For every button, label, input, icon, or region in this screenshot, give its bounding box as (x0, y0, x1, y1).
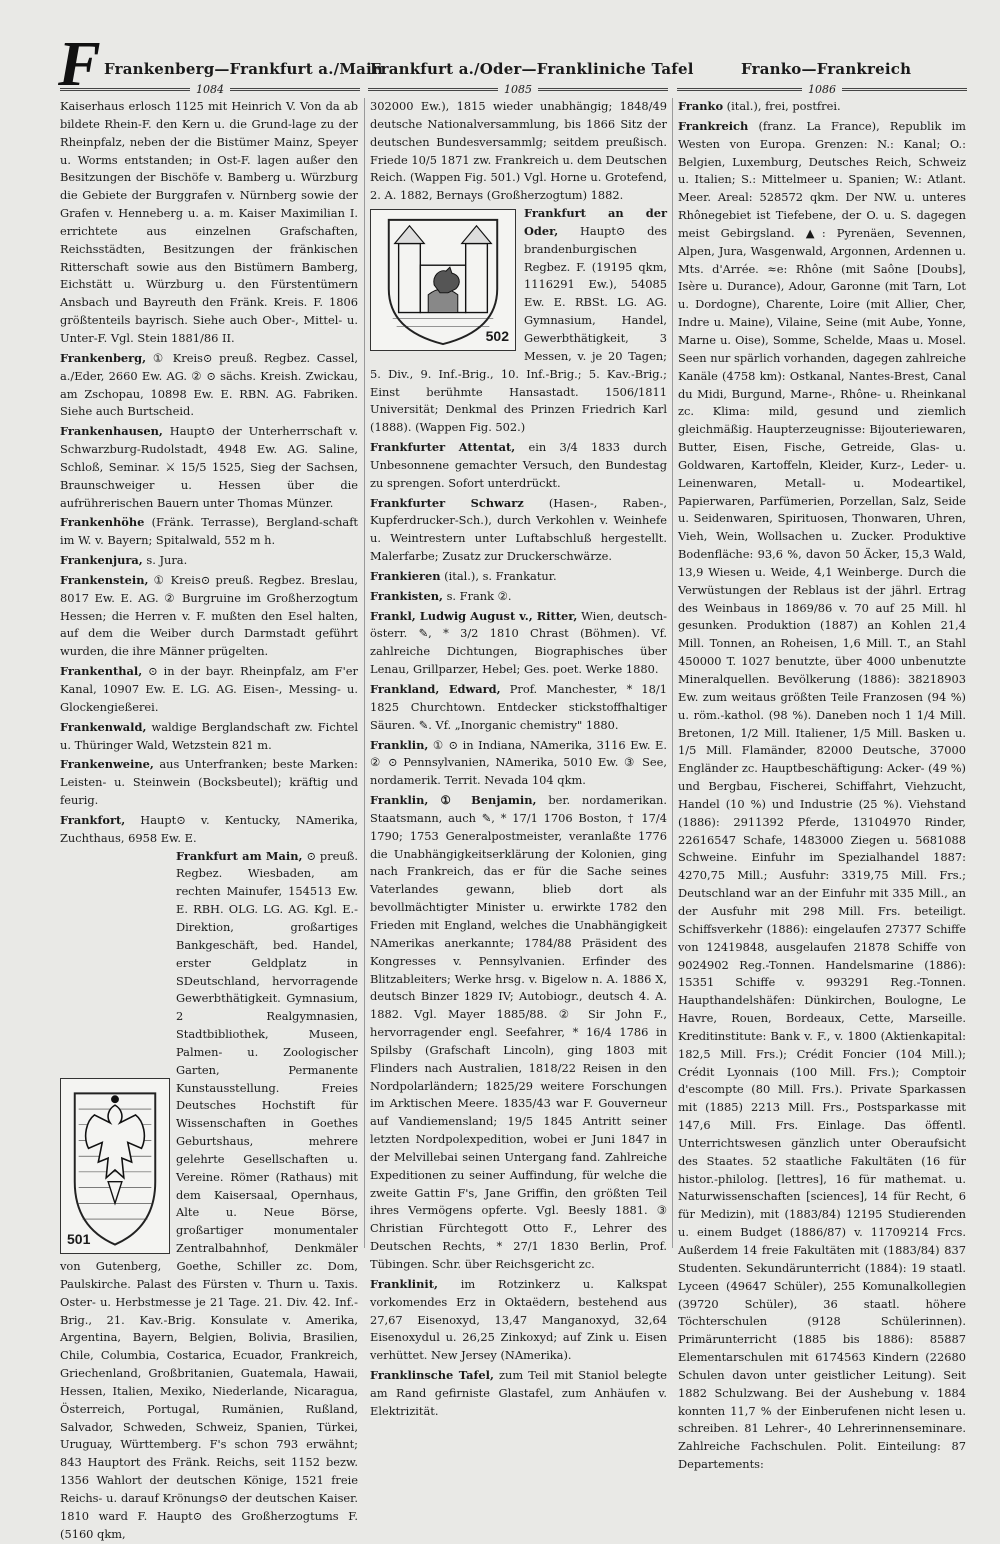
entry (60, 572, 358, 661)
entry-text: aus Unterfranken; beste Marken: Leisten- u. Steinwein (Bocksbeutel); kräftig und feurig. (60, 757, 358, 808)
entry (370, 98, 667, 205)
entry-headword: Frankfort, (60, 812, 126, 827)
page-number-row-1 (60, 82, 360, 96)
entry-text: Prof. Manchester, * 18/1 1825 Churchtown. Entdecker stickstoffhaltiger Säuren. ✎. Vf. „Inorganic chemistry" 1880. (370, 682, 668, 732)
entry-headword: Franklinsche Tafel, (370, 1368, 494, 1383)
page-number: 1084 (196, 82, 224, 96)
entry (678, 118, 966, 1474)
entry-text: ⊙ preuß. Regbez. Wiesbaden, am rechten Mainufer, 154513 Ew. E. RBH. OLG. LG. AG. Kgl. E.-Direktion, großartiges Bankgeschäft, bed. Handel, erster Geldplatz in SDeutschland, hervorragende Gewerbthätigkeit. Gymnasium, 2 Realgymnasien, Stadtbibliothek, Museen, Palmen- u. Zoologischer Garten, Permanente Kunstausstellung. Freies Deutsches Hochstift für Wissenschaften in Goethes Geburtshaus, mehrere gelehrte Gesellschaften u. Vereine. Römer (Rathaus) mit dem Kaisersaal, Opernhaus, Alte u. Neue Börse, großartiger monumentaler Zentralbahnhof, Denkmäler von Gutenberg, Goethe, Schiller zc. Dom, Paulskirche. Palast des Fürsten v. Thurn u. Taxis. Oster- u. Herbstmesse je 21 Tage. 21. Div. 42. Inf.-Brig., 21. Kav.-Brig. Konsulate v. Amerika, Argentina, Bayern, Belgien, Bolivia, Brasilien, Chile, Columbia, Costarica, Ecuador, Frankreich, Griechenland, Großbritanien, Guatemala, Hawaii, Hessen, Italien, Mexiko, Niederlande, Nicaragua, Österreich, Portugal, Rumänien, Rußland, Salvador, Schweden, Schweiz, Spanien, Türkei, Uruguay, Württemberg. F's schon 793 erwähnt; 843 Hauptort des Fränk. Reichs, seit 1152 bezw. 1356 Wahlort der deutschen Könige, 1521 freie Reichs- u. darauf Krönungs⊙ der deutschen Kaiser. 1810 ward F. Haupt⊙ des Großherzogtums F. (5160 qkm, (60, 848, 358, 1541)
entry-text: Wien, deutsch-österr. ✎, * 3/2 1810 Chrast (Böhmen). Vf. zahlreiche Dichtungen, Biographisches über Lenau, Grillparzer, Hebel; Ges. poet. Werke 1880. (370, 608, 668, 677)
entry-headword: Franklin, ① Benjamin, (370, 793, 537, 808)
running-head-right: Franko—Frankreich (741, 60, 912, 78)
entry-headword: Frankland, Edward, (370, 682, 501, 696)
entry-text: Haupt⊙ der Unterherrschaft v. Schwarzburg-Rudolstadt, 4948 Ew. AG. Saline, Schloß, Seminar. ⚔ 15/5 1525, Sieg der Sachsen, Braunschweiger u. Hessen über die aufrührerischen Bauern unter Thomas Münzer. (60, 424, 359, 510)
double-rule (677, 88, 802, 91)
figure-number: 502 (485, 328, 509, 345)
entry-text: ① Kreis⊙ preuß. Regbez. Breslau, 8017 Ew. E. AG. ② Burgruine im Großherzogtum Hessen; die Herren v. F. mußten den Esel halten, auf dem die Weiber durch Darmstadt geführt wurden, die ihre Männer prügelten. (60, 572, 358, 659)
entry-headword: Franklinit, (370, 1276, 438, 1291)
entry-text: im Rotzinkerz u. Kalkspat vorkomendes Erz in Oktaëdern, bestehend aus 27,67 Eisenoxyd, 13,47 Manganoxyd, 32,64 Eisenoxydul u. 26,25 Zinkoxyd; auf Zink u. Eisen verhüttet. New Jersey (NAmerika). (370, 1276, 667, 1363)
page-number-row-3 (677, 82, 967, 96)
entry-headword: Frankieren (370, 568, 441, 583)
running-head-middle: Frankfurt a./Oder—Frankliniche Tafel (370, 60, 694, 78)
entry-text: Kaiserhaus erlosch 1125 mit Heinrich V. Von da ab bildete Rhein-F. den Kern u. die Grund-lage zu der Rheinpfalz, neben der die Bistümer Mainz, Speyer u. Worms entstanden; in Ost-F. lagen außer den Besitzungen der Bischöfe v. Bamberg u. Würzburg die Gebiete der Burggrafen v. Nürnberg sowie der Grafen v. Henneberg u. a. m. Kaiser Maximilian I. errichtete aus einzelnen Grafschaften, Reichsstädten, Besitzungen der fränkischen Ritterschaft sowie aus den Bistümern Bamberg, Eichstätt u. Würzburg u. den Fürstentümern Ansbach und Bayreuth den Fränk. Kreis. F. 1806 größtenteils bayrisch. Siehe auch Ober-, Mittel- u. Unter-F. Vgl. Stein 1881/86 II. (60, 99, 358, 345)
entry-headword: Frankfurt an der Oder, (524, 206, 667, 238)
entry-headword: Frankenjura, (60, 553, 143, 568)
entry-text: (Hasen-, Raben-, Kupferdrucker-Sch.), durch Verkohlen v. Weinhefe u. Weintrestern unter Luftabschluß hergestellt. Malerfarbe; Zusatz zur Druckerschwärze. (370, 495, 668, 564)
entry (370, 681, 667, 735)
entry-text: s. Jura. (146, 553, 188, 568)
entry (678, 98, 966, 116)
entry-text: 302000 Ew.), 1815 wieder unabhängig; 1848/49 deutsche Nationalversammlung, bis 1866 Sitz der deutschen Bundesversammlg; seitdem preußisch. Friede 10/5 1871 zw. Frankreich u. dem Deutschen Reich. (Wappen Fig. 501.) Vgl. Horne u. Grotefend, 2. A. 1882, Bernays (Großherzogtum) 1882. (370, 99, 667, 203)
entry-text: Haupt⊙ v. Kentucky, NAmerika, Zuchthaus, 6958 Ew. E. (60, 812, 358, 845)
entry-headword: Frankenweine, (60, 757, 154, 772)
entry (60, 514, 358, 550)
entry-text: Haupt⊙ des brandenburgischen Regbez. F. (19195 qkm, 1116291 Ew.), 54085 Ew. E. RBSt. LG. AG. Gymnasium, Handel, Gewerbthätigkeit, 3 Messen, v. je 20 Tagen; 5. Div., 9. Inf.-Brig., 10. Inf.-Brig.; 5. Kav.-Brig.; Einst berühmte Hansastadt. 1506/1811 Universität; Denkmal des Prinzen Friedrich Karl (1888). (Wappen Fig. 502.) (370, 223, 667, 435)
entry-headword: Frankenhöhe (60, 515, 145, 530)
entry-headword: Franko (678, 99, 724, 113)
entry (370, 439, 667, 493)
entry (370, 588, 667, 606)
entry-headword: Frankfurt am Main, (176, 848, 303, 863)
entry-headword: Frankenhausen, (60, 424, 163, 439)
entry (60, 812, 358, 848)
double-rule (842, 88, 967, 91)
column-2 (370, 98, 668, 1418)
figure-number: 501 (67, 1230, 91, 1247)
entry-text: zum Teil mit Staniol belegte am Rand gefirniste Glastafel, zum Anhäufen v. Elektrizität. (370, 1368, 667, 1418)
entry-headword: Frankenwald, (60, 719, 147, 734)
entry-headword: Frankenstein, (60, 572, 149, 587)
entry-headword: Franklin, (370, 737, 429, 752)
entry (370, 1276, 667, 1365)
coat-of-arms-frankfurt-oder (370, 209, 516, 351)
entry-text: ① Kreis⊙ preuß. Regbez. Cassel, a./Eder, 2660 Ew. AG. ② ⊙ sächs. Kreish. Zwickau, am Zschopau, 10898 Ew. E. RBN. AG. Fabriken. Siehe auch Burtscheid. (60, 350, 359, 419)
entry-text: (Fränk. Terrasse), Bergland-schaft im W. v. Bayern; Spitalwald, 552 m h. (60, 515, 359, 548)
entry (60, 719, 358, 755)
entry-headword: Frankisten, (370, 588, 443, 603)
entry (60, 98, 358, 348)
page-number-row-2 (368, 82, 668, 96)
entry-text: (ital.), s. Frankatur. (444, 568, 557, 583)
entry-text: waldige Berglandschaft zw. Fichtel u. Thüringer Wald, Wetzstein 821 m. (60, 719, 358, 752)
column-3 (678, 98, 966, 1472)
entry-headword: Frankfurter Schwarz (370, 495, 524, 510)
entry (370, 495, 667, 566)
page-number: 1085 (504, 82, 532, 96)
entry (60, 350, 358, 421)
column-divider (364, 98, 365, 1248)
double-rule (538, 88, 668, 91)
section-letter: F (58, 28, 101, 99)
entry (370, 792, 667, 1274)
eagle-crest-icon (61, 1079, 169, 1253)
column-1 (60, 98, 359, 1541)
entry (370, 1367, 667, 1421)
entry-headword: Frankfurter Attentat, (370, 440, 516, 455)
entry-headword: Frankl, Ludwig August v., Ritter, (370, 608, 578, 623)
entry-text: (franz. La France), Republik im Westen von Europa. Grenzen: N.: Kanal; O.: Belgien, Luxemburg, Deutsches Reich, Schweiz u. Italien; S.: Mittelmeer u. Spanien; W.: Atlant. Meer. Areal: 528572 qkm. Der NW. u. unteres Rhônegebiet ist Tiefebene, der O. u. S. dagegen meist Gebirgsland. ▲: Pyrenäen, Sevennen, Alpen, Jura, Wasgenwald, Argonnen, Ardennen u. Mts. d'Arrée. ≈e: Rhône (mit Saône [Doubs], Isère u. Durance), Adour, Garonne (mit Tarn, Lot u. Dordogne), Charente, Loire (mit Allier, Cher, Indre u. Maine), Vilaine, Seine (mit Aube, Yonne, Marne u. Oise), Somme, Schelde, Maas u. Mosel. Seen nur spärlich vorhanden, dagegen zahlreiche Kanäle (4758 km): Ostkanal, Nantes-Brest, Canal du Midi, Burgund, Marne-, Rhône- u. Rheinkanal zc. Klima: mild, gesund und ziemlich gleichmäßig. Haupterzeugnisse: Bijouteriewaren, Butter, Eisen, Fische, Getreide, Glas- u. Goldwaren, Kartoffeln, Kleider, Kurz-, Leder- u. Leinenwaren, Metall- u. Modeartikel, Papierwaren, Parfümerien, Porzellan, Salz, Seide u. Seidenwaren, Spirituosen, Thonwaren, Uhren, Vieh, Wein, Wollsachen u. Zucker. Produktive Bodenfläche: 93,6 %, davon 50 Äcker, 15,3 Wald, 13,9 Wiesen u. Weide, 4,1 Weinberge. Durch die Verwüstungen der Reblaus ist der jährl. Ertrag des Weinbaus in 1869/86 v. 70 auf 25 Mill. hl gesunken. Produktion (1887) an Kohlen 21,4 Mill. Tonnen, an Roheisen, 1,6 Mill. T., an Stahl 450000 T. 1027 benutzte, über 4000 unbenutzte Mineralquellen. Bevölkerung (1886): 38218903 Ew. zum weitaus größten Teile Franzosen (94 %) u. röm.-kathol. (98 %). Daneben noch 1 1/4 Mill. Bretonen, 1/2 Mill. Italiener, 1/5 Mill. Basken u. 1/5 Mill. Flamänder, 82000 Deutsche, 37000 Engländer zc. Hauptbeschäftigung: Acker- (49 %) und Bergbau, Fischerei, Schiffahrt, Viehzucht, Handel (10 %) und Industrie (25 %). Viehstand (1886): 2911392 Pferde, 13104970 Rinder, 22616547 Schafe, 1483000 Ziegen u. 5681088 Schweine. Einfuhr im Spezialhandel 1887: 4270,75 Mill.; Ausfuhr: 3319,75 Mill. Frs.; Deutschland war an der Einfuhr mit 335 Mill., an der Ausfuhr mit 298 Mill. Frs. beteiligt. Schiffsverkehr (1886): eingelaufen 27377 Schiffe von 12419848, ausgelaufen 21878 Schiffe von 9024902 Reg.-Tonnen. Handelsmarine (1886): 15351 Schiffe v. 993291 Reg.-Tonnen. Haupthandelshäfen: Dünkirchen, Boulogne, Le Havre, Rouen, Bordeaux, Cette, Marseille. Kreditinstitute: Bank v. F., v. 1800 (Aktienkapital: 182,5 Mill. Frs.); Crédit Foncier (104 Mill.); Crédit Lyonnais (100 Mill. Frs.); Comptoir d'escompte (80 Mill. Frs.). Private Sparkassen mit (1885) 2213 Mill. Frs., Postsparkasse mit 147,6 Mill. Frs. Einlage. Das öffentl. Unterrichtswesen gänzlich unter Oberaufsicht des Staates. 52 staatliche Fakultäten (16 für histor.-philolog. [lettres], 16 für mathemat. u. Naturwissenschaften [sciences], 14 für Recht, 6 für Medizin), mit (1883/84) 12195 Studierenden u. einem Budget (1886/87) v. 11709214 Frcs. Außerdem 14 freie Fakultäten mit (1883/84) 837 Studenten. Sekundärunterricht (1884): 19 staatl. Lyceen (49647 Schüler), 255 Komunalkollegien (39720 Schüler), 36 staatl. höhere Töchterschulen (9128 Schülerinnen). Primärunterricht (1885 bis 1886): 85887 Elementarschulen mit 6174563 Kindern (22680 Schulen davon unter geistlicher Leitung). Seit 1882 Schulzwang. Bei der Aushebung v. 1884 konnten 11,7 % der Einberufenen nicht lesen u. schreiben. 81 Lehrer-, 40 Lehrerinnenseminare. Zahlreiche Fachschulen. Polit. Einteilung: 87 Departements: (678, 118, 966, 1472)
entry (60, 423, 358, 512)
entry-text: ber. nordamerikan. Staatsmann, auch ✎, * 17/1 1706 Boston, † 17/4 1790; 1753 Generalpostmeister, veranlaßte 1776 die Unabhängigkeitserklärung der Kolonien, ging nach Frankreich, das er für die Sache seines Vaterlandes gewann, blieb dort als bevollmächtigter Minister u. erwirkte 1782 den Frieden mit England, welches die Unabhängigkeit NAmerikas anerkannte; 1784/88 Präsident des Kongresses v. Pennsylvanien. Erfinder des Blitzableiters; Werke hrsg. v. Bigelow n. A. 1886 X, deutsch Binzer 1829 IV; Autobiogr., deutsch 4. A. 1882. Vgl. Mayer 1885/88. ② Sir John F., hervorragender engl. Seefahrer, * 16/4 1786 in Spilsby (Grafschaft Lincoln), ging 1803 mit Flinders nach Australien, 1818/22 Reisen in den Nordpolarländern; 1825/29 weitere Forschungen im Arktischen Meere. 1835/43 war F. Gouverneur auf Vandiemensland; 19/5 1845 Antritt seiner letzten Nordpolexpedition, wobei er Juni 1847 in der Melvillebai seinen Untergang fand. Zahlreiche Expeditionen zu seiner Auffindung, für welche die zweite Gattin F's, Jane Griffin, den größten Teil ihres Vermögens opferte. Vgl. Beesly 1881. ③ Christian Fürchtegott Otto F., Lehrer des Deutschen Rechts, * 27/1 1830 Berlin, Prof. Tübingen. Schr. über Reichsgericht zc. (370, 793, 668, 1271)
page-number: 1086 (808, 82, 836, 96)
entry-headword: Frankenberg, (60, 350, 147, 365)
double-rule (60, 88, 190, 91)
running-head-left: Frankenberg—Frankfurt a./Main (104, 60, 384, 78)
double-rule (368, 88, 498, 91)
entry (370, 608, 667, 679)
column-divider (672, 98, 673, 1248)
entry (370, 737, 667, 791)
entry-headword: Frankenthal, (60, 664, 143, 679)
entry-text: s. Frank ②. (446, 588, 512, 603)
entry (60, 663, 358, 717)
entry-text: ⊙ in der bayr. Rheinpfalz, am F'er Kanal, 10907 Ew. E. LG. AG. Eisen-, Messing- u. Glockengießerei. (60, 664, 358, 714)
entry-text: ein 3/4 1833 durch Unbesonnene gemachter Versuch, den Bundestag zu sprengen. Sofort unterdrückt. (370, 440, 667, 490)
entry (370, 568, 667, 586)
double-rule (230, 88, 360, 91)
coat-of-arms-frankfurt-main (60, 1078, 170, 1254)
entry-headword: Frankreich (678, 118, 749, 133)
entry-text: ① ⊙ in Indiana, NAmerika, 3116 Ew. E. ② ⊙ Pennsylvanien, NAmerika, 5010 Ew. ③ See, nordamerik. Territ. Nevada 104 qkm. (370, 737, 667, 788)
entry (60, 552, 358, 570)
entry (60, 756, 358, 810)
entry-text: (ital.), frei, postfrei. (726, 99, 841, 113)
